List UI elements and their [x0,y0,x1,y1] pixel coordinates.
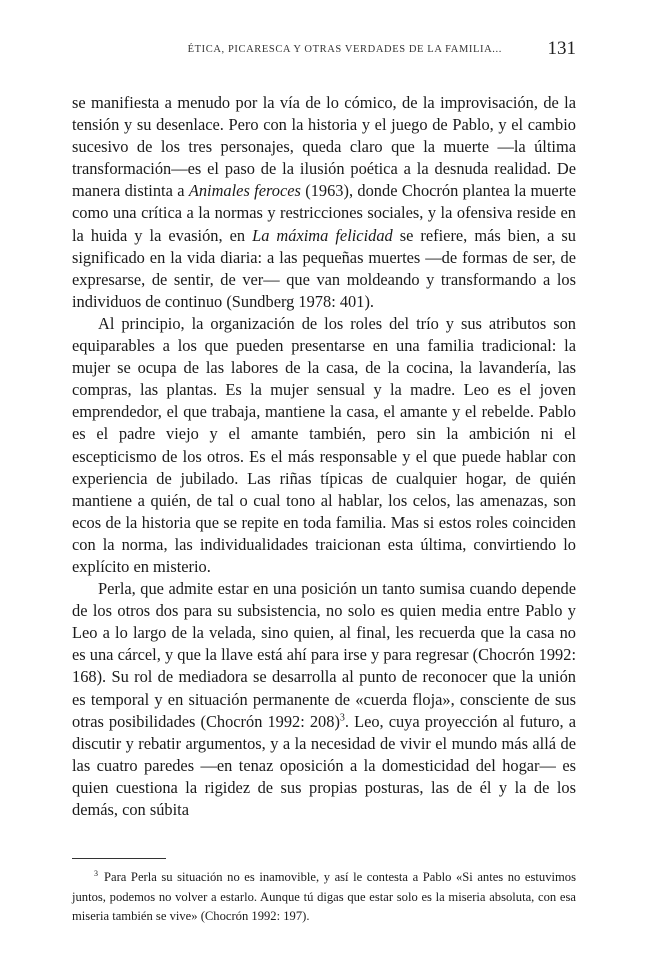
work-title-animales-feroces: Animales feroces [188,181,301,201]
page-number: 131 [547,38,576,59]
footnote-text: Para Perla su situación no es inamovible, y así le contesta a Pablo «Si antes no estuvimos juntos, podemos no volver a estarlo. Aunque tú digas que estar solo es la miseria absoluta, con esa miseria también se vive» (Chocrón 1992: 197). [72,870,576,924]
footnote [72,868,576,927]
footnote-reference[interactable]: 3 [339,712,345,724]
running-head [72,38,576,62]
running-title: ÉTICA, PICARESCA Y OTRAS VERDADES DE LA FAMILIA... [187,44,502,55]
paragraph-3 [72,578,576,821]
paragraph-2: Al principio, la organización de los roles del trío y sus atributos son equiparables a los que pueden presentarse en una familia tradicional: la mujer se ocupa de las labores de la casa, de la cocina, la lavandería, las compras, las plantas. Es la mujer sensual y la madre. Leo es el joven emprendedor, el que trabaja, mantiene la casa, el amante y el rebelde. Pablo es el padre viejo y el amante también, pero sin la ambición ni el escepticismo de los otros. Es el más responsable y el que puede hablar con experiencia de jubilado. Las riñas típicas de cualquier hogar, de quién mantiene a quién, de tal o cual tono al hablar, los celos, las amenazas, son ecos de la historia que se repite en toda familia. Mas si estos roles coinciden con la norma, las individualidades traicionan esta última, convirtiendo lo explícito en misterio. [72,313,576,576]
paragraph-1-text-a: se manifiesta a menudo por la vía de lo cómico, de la improvisación, de la tensión y su desenlace. Pero con la historia y el juego de Pablo, y el cambio sucesivo de los tres personajes, queda claro que la muerte —la última transformación—es el paso de la ilusión poética a la desnuda realidad. De manera distinta a [72,93,576,201]
paragraph-3-text-a: Perla, que admite estar en una posición un tanto sumisa cuando depende de los otros dos para su subsistencia, no solo es quien media entre Pablo y Leo a lo largo de la velada, sino quien, al final, les recuerda que la casa no es una cárcel, y que la llave está ahí para irse y para regresar (Chocrón 1992: 168). Su rol de mediadora se desarrolla al punto de reconocer que la unión es temporal y en situación permanente de «cuerda floja», consciente de sus otras posibilidades (Chocrón 1992: 208) [72,579,576,731]
paragraph-1-text-b: (1963), donde Chocrón plantea la muerte como una crítica a la normas y restricciones sociales, y la ofensiva reside en la huida y la evasión, en [72,181,576,245]
paragraph-1-text-c: se refiere, más bien, a su significado en la vida diaria: a las pequeñas muertes —de formas de ser, de expresarse, de sentir, de ver— que van moldeando y transformando a los individuos de continuo (Sundberg 1978: 401). [72,225,576,311]
body-text [72,92,576,821]
footnote-divider [72,858,166,859]
paragraph-3-text-b: . Leo, cuya proyección al futuro, a discutir y rebatir argumentos, y a la necesidad de vivir el mundo más allá de las cuatro paredes —en tenaz oposición a la domesticidad del hogar— es quien cuestiona la rigidez de sus propias posturas, las de él y la de los demás, con súbita [72,711,576,819]
work-title-la-maxima-felicidad: La máxima felicidad [252,225,393,245]
paragraph-1 [72,92,576,313]
footnote-marker: 3 [94,868,98,878]
